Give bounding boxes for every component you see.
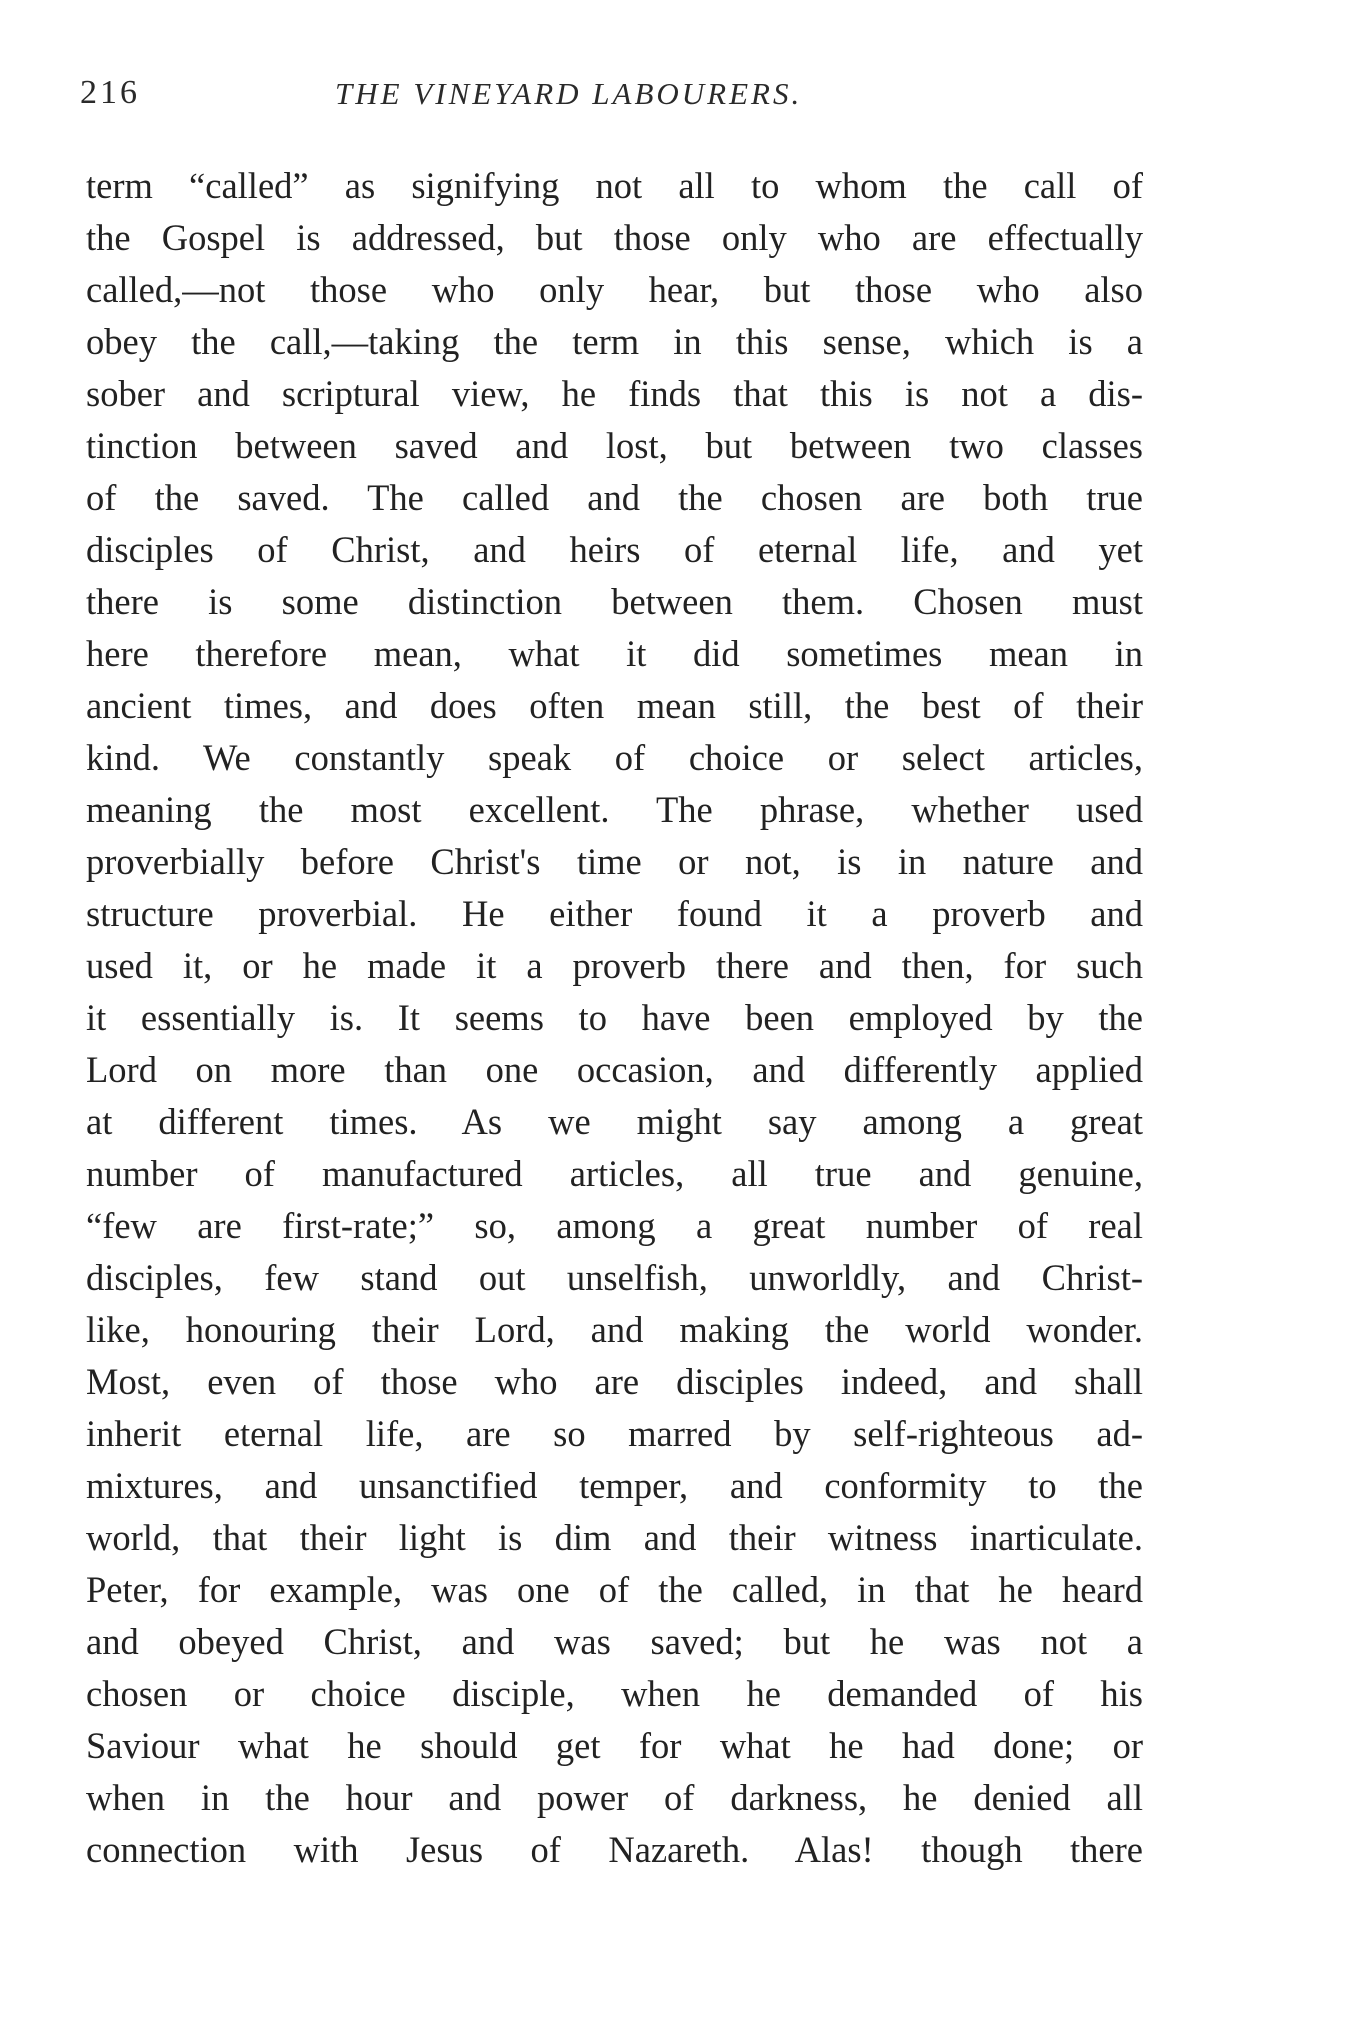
- text-line: proverbially before Christ's time or not, is in nature and: [86, 841, 1143, 882]
- text-line: and obeyed Christ, and was saved; but he was not a: [86, 1621, 1143, 1662]
- text-line: term “called” as signifying not all to whom the call of: [86, 165, 1143, 206]
- text-line: used it, or he made it a proverb there and then, for such: [86, 945, 1143, 986]
- text-line: the Gospel is addressed, but those only who are effectually: [86, 217, 1143, 258]
- text-line: when in the hour and power of darkness, he denied all: [86, 1777, 1143, 1818]
- text-line: there is some distinction between them. Chosen must: [86, 581, 1143, 622]
- text-line: disciples of Christ, and heirs of eternal life, and yet: [86, 529, 1143, 570]
- running-title: THE VINEYARD LABOURERS.: [335, 76, 803, 111]
- text-line: called,—not those who only hear, but those who also: [86, 269, 1143, 310]
- text-line: disciples, few stand out unselfish, unworldly, and Christ-: [86, 1257, 1143, 1298]
- text-line: connection with Jesus of Nazareth. Alas! though there: [86, 1829, 1143, 1870]
- text-line: mixtures, and unsanctified temper, and conformity to the: [86, 1465, 1143, 1506]
- body-text: [86, 160, 1143, 1876]
- text-line: structure proverbial. He either found it a proverb and: [86, 893, 1143, 934]
- text-line: sober and scriptural view, he finds that this is not a dis-: [86, 373, 1143, 414]
- text-line: tinction between saved and lost, but between two classes: [86, 425, 1143, 466]
- text-line: world, that their light is dim and their witness inarticulate.: [86, 1517, 1143, 1558]
- running-head: [80, 74, 1150, 134]
- text-line: kind. We constantly speak of choice or select articles,: [86, 737, 1143, 778]
- text-line: of the saved. The called and the chosen are both true: [86, 477, 1143, 518]
- text-line: like, honouring their Lord, and making the world wonder.: [86, 1309, 1143, 1350]
- text-line: at different times. As we might say among a great: [86, 1101, 1143, 1142]
- text-line: inherit eternal life, are so marred by self-righteous ad-: [86, 1413, 1143, 1454]
- text-line: chosen or choice disciple, when he demanded of his: [86, 1673, 1143, 1714]
- text-line: ancient times, and does often mean still, the best of their: [86, 685, 1143, 726]
- text-line: meaning the most excellent. The phrase, whether used: [86, 789, 1143, 830]
- text-line: “few are first-rate;” so, among a great number of real: [86, 1205, 1143, 1246]
- text-line: obey the call,—taking the term in this sense, which is a: [86, 321, 1143, 362]
- text-line: Lord on more than one occasion, and differently applied: [86, 1049, 1143, 1090]
- text-line: it essentially is. It seems to have been employed by the: [86, 997, 1143, 1038]
- page-number: 216: [80, 74, 140, 111]
- text-line: Most, even of those who are disciples indeed, and shall: [86, 1361, 1143, 1402]
- text-line: here therefore mean, what it did sometimes mean in: [86, 633, 1143, 674]
- text-line: Saviour what he should get for what he had done; or: [86, 1725, 1143, 1766]
- text-line: number of manufactured articles, all true and genuine,: [86, 1153, 1143, 1194]
- text-line: Peter, for example, was one of the called, in that he heard: [86, 1569, 1143, 1610]
